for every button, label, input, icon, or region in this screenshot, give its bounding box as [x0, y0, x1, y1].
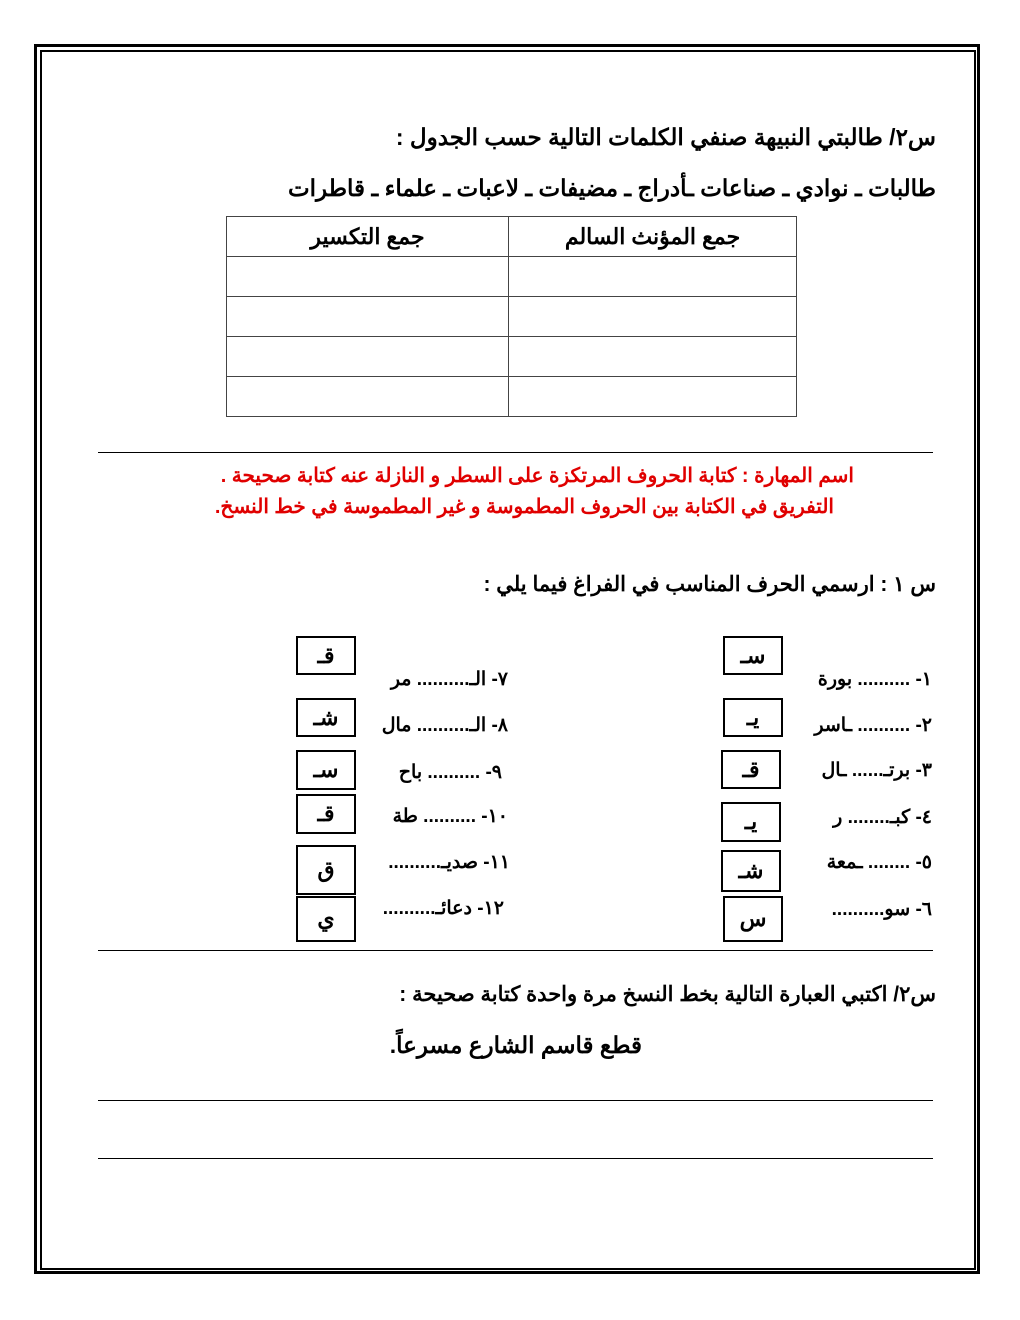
- letter-box-8: شـ: [296, 698, 356, 737]
- letter-box-4: يـ: [721, 802, 781, 842]
- divider: [98, 950, 933, 951]
- divider: [98, 452, 933, 453]
- classification-table: [226, 216, 797, 417]
- q1-title: س ١ : ارسمي الحرف المناسب في الفراغ فيما يلي :: [483, 573, 936, 596]
- sentence-to-copy: قطع قاسم الشارع مسرعاً.: [389, 1032, 642, 1058]
- table-cell[interactable]: [227, 337, 509, 377]
- table-cell[interactable]: [509, 337, 797, 377]
- header-sound-feminine-plural: جمع المؤنث السالم: [509, 217, 797, 257]
- letter-box-2: يـ: [723, 698, 783, 737]
- item-8: ٨- الـ.......... مال: [381, 715, 508, 736]
- table-cell[interactable]: [509, 297, 797, 337]
- table-cell[interactable]: [509, 257, 797, 297]
- item-10: ١٠- .......... طة: [392, 806, 508, 827]
- letter-box-7: قـ: [296, 636, 356, 675]
- item-9: ٩- .......... باح: [398, 762, 502, 783]
- letter-box-5: شـ: [721, 850, 781, 892]
- letter-box-12: ي: [296, 896, 356, 942]
- letter-box-10: قـ: [296, 794, 356, 834]
- table-cell[interactable]: [509, 377, 797, 417]
- writing-line-1[interactable]: [98, 1100, 933, 1101]
- item-4: ٤- كبـ........ ر: [833, 807, 932, 828]
- item-7: ٧- الـ.......... مر: [390, 669, 508, 690]
- item-6: ٦- سو..........: [831, 899, 932, 920]
- q2-write-title: س٢/ اكتبي العبارة التالية بخط النسخ مرة واحدة كتابة صحيحة :: [399, 983, 936, 1006]
- letter-box-1: سـ: [723, 636, 783, 675]
- skill-line-1: اسم المهارة : كتابة الحروف المرتكزة على السطر و النازلة عنه كتابة صحيحة .: [220, 465, 854, 487]
- item-2: ٢- .......... ـاسر: [814, 715, 932, 736]
- item-5: ٥- ........ ـمعة: [826, 852, 932, 873]
- item-1: ١- .......... بورة: [817, 669, 932, 690]
- item-12: ١٢- دعائـ..........: [382, 898, 504, 919]
- q2-classify-title: س٢/ طالبتي النبيهة صنفي الكلمات التالية حسب الجدول :: [395, 124, 936, 150]
- letter-box-3: قـ: [721, 750, 781, 789]
- letter-box-11: ق: [296, 845, 356, 895]
- header-broken-plural: جمع التكسير: [227, 217, 509, 257]
- table-cell[interactable]: [227, 377, 509, 417]
- item-3: ٣- برتـ...... ـال: [821, 760, 932, 781]
- table-cell[interactable]: [227, 257, 509, 297]
- skill-line-2: التفريق في الكتابة بين الحروف المطموسة و غير المطموسة في خط النسخ.: [214, 496, 834, 518]
- table-cell[interactable]: [227, 297, 509, 337]
- letter-box-9: سـ: [296, 750, 356, 790]
- letter-box-6: س: [723, 896, 783, 942]
- writing-line-2[interactable]: [98, 1158, 933, 1159]
- word-list: طالبات ـ نوادي ـ صناعات ـأدراج ـ مضيفات ـ لاعبات ـ علماء ـ قاطرات: [288, 175, 936, 201]
- item-11: ١١- صديـ..........: [388, 852, 510, 873]
